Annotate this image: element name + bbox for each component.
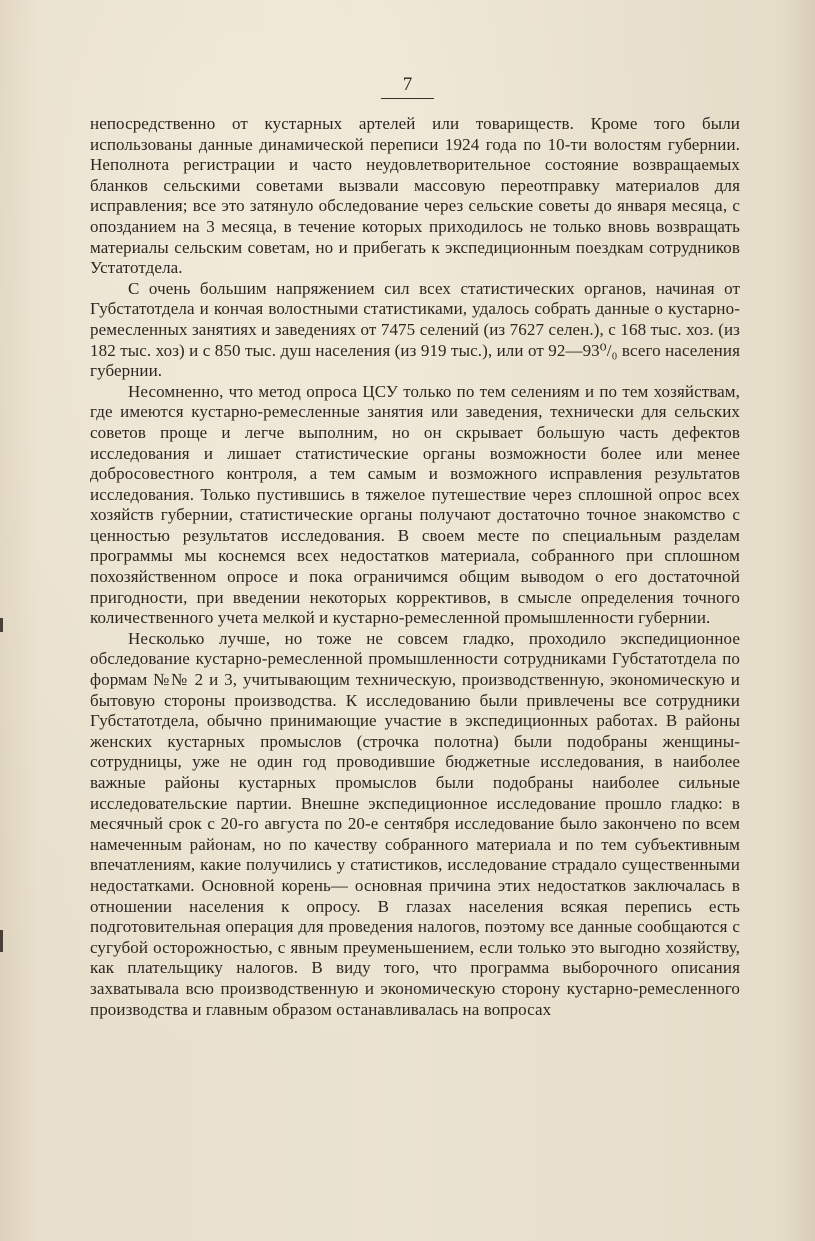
left-edge-mark-upper	[0, 618, 3, 632]
body-text	[90, 114, 740, 1020]
paragraph-4: Несколько лучше, но тоже не совсем гладко, проходило экспедиционное обследование кустарно-ремесленной промышленности сотрудниками Губстатотдела по формам №№ 2 и 3, учитывающим техническую, производственную, экономическую и бытовую стороны производства. К исследованию были привлечены все сотрудники Губстатотдела, обычно принимающие участие в экспедиционных работах. В районы женских кустарных промыслов (строчка полотна) были подобраны женщины-сотрудницы, уже не один год проводившие бюджетные исследования, в наиболее важные районы кустарных промыслов были подобраны наиболее сильные исследовательские партии. Внешне экспедиционное исследование прошло гладко: в месячный срок с 20-го августа по 20-е сентября исследование было закончено по всем намеченным районам, но по качеству собранного материала и по тем субъективным впечатлениям, какие получились у статистиков, исследование страдало существенными недостатками. Основной корень— основная причина этих недостатков заключалась в отношении населения к опросу. В глазах населения всякая перепись есть подготовительная операция для проведения налогов, поэтому все данные сообщаются с сугубой осторожностью, с явным преуменьшением, если только это выгодно хозяйству, как плательщику налогов. В виду того, что программа выборочного описания захватывала всю производственную и экономическую сторону кустарно-ремесленного производства и главным образом останавливалась на вопросах	[90, 628, 740, 1019]
paragraph-2: С очень большим напряжением сил всех статистических органов, начиная от Губстатотдела и кончая волостными статистиками, удалось собрать данные о кустарно-ремесленных занятиях и заведениях от 7475 селений (из 7627 селен.), с 168 тыс. хоз. (из 182 тыс. хоз) и с 850 тыс. душ населения (из 919 тыс.), или от 92—93⁰/₀ всего населения губернии.	[90, 278, 740, 381]
left-edge-mark-lower	[0, 930, 3, 952]
page-header	[0, 74, 815, 99]
page-number: 7	[381, 74, 435, 99]
paragraph-1: непосредственно от кустарных артелей или товариществ. Кроме того были использованы данные динамической переписи 1924 года по 10-ти волостям губернии. Неполнота регистрации и часто неудовлетворительное состояние возвращаемых бланков сельскими советами вызвали массовую переотправку материалов для исправления; все это затянуло обследование через сельские советы до января месяца, с опозданием на 3 месяца, в течение которых приходилось не только вновь возвращать материалы сельским советам, но и прибегать к экспедиционным поездкам сотрудников Устатотдела.	[90, 114, 740, 278]
paragraph-3: Несомненно, что метод опроса ЦСУ только по тем селениям и по тем хозяйствам, где имеются кустарно-ремесленные занятия или заведения, технически для сельских советов проще и легче выполним, но он скрывает большую часть дефектов исследования и лишает статистические органы возможности более или менее добросовестного контроля, а тем самым и возможного исправления результатов исследования. Только пустившись в тяжелое путешествие через сплошной опрос всех хозяйств губернии, статистические органы получают достаточно точное знакомство с ценностью результатов исследования. В своем месте по специальным разделам программы мы коснемся всех недостатков материала, собранного при сплошном похозяйственном опросе и пока ограничимся общим выводом о его достаточной пригодности, при введении некоторых коррективов, в смысле определения точного количественного учета мелкой и кустарно-ремесленной промышленности губернии.	[90, 381, 740, 628]
